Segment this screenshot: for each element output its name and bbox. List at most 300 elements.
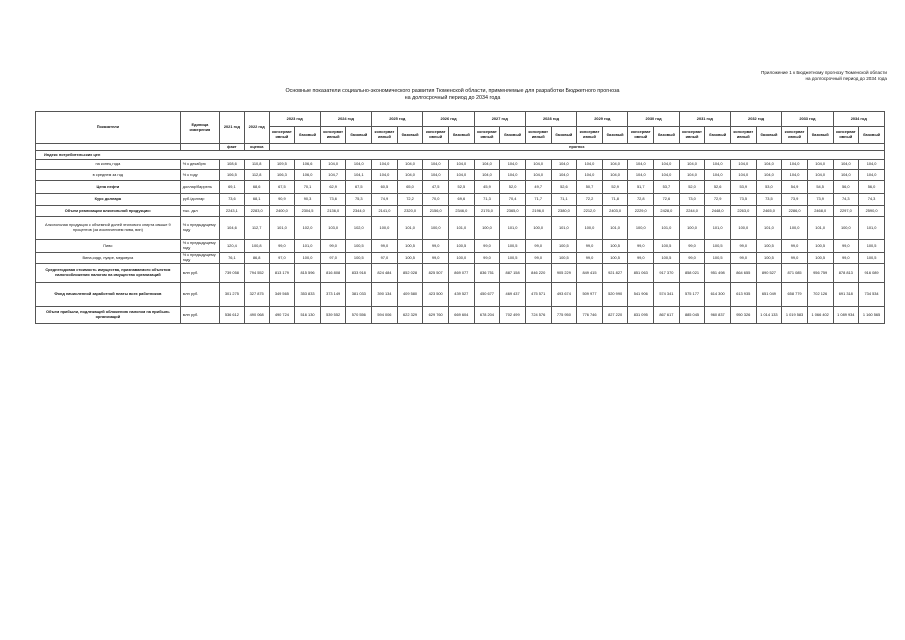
row-value: 327 875 [244,283,269,307]
header-fact: факт [219,144,244,151]
row-value: 75,3 [346,194,372,206]
row-value: 100,0 [679,217,705,240]
table-row [36,283,885,307]
row-value: 52,6 [705,181,731,194]
row-value: 100,0 [423,217,449,240]
row-value: 52,9 [602,181,628,194]
row-value: 69,6 [449,194,475,206]
row-value: 450 677 [474,283,500,307]
row-value: 100,5 [859,253,885,264]
row-value: 100,5 [807,253,833,264]
row-value: 104,0 [525,160,551,170]
row-value: 104,0 [628,160,654,170]
row-value: 99,0 [782,253,808,264]
row-unit: % к предыдущему году [180,217,219,240]
row-value: 2400,0 [269,206,295,217]
row-value: 101,0 [500,217,526,240]
row-value: 100,0 [782,217,808,240]
row-value: 100,0 [730,217,756,240]
row-value: 469 437 [500,283,526,307]
row-value: 739 058 [219,264,244,283]
appendix-note-line: Приложение 1 к Бюджетному прогнозу Тюменской области [761,70,887,75]
row-value: 100,5 [602,240,628,253]
row-value: 2229,0 [628,206,654,217]
row-label: Среднегодовая стоимость имущества, признаваемого объектом налогообложения налогом на имущество организаций [36,264,181,283]
row-label: Пиво [36,240,181,253]
row-value: 794 552 [244,264,269,283]
row-unit: % к предыдущему году [180,253,219,264]
header-variant-base: базовый [654,127,680,144]
table-row [36,307,885,324]
row-value: 101,0 [269,217,295,240]
section-row [36,151,885,160]
row-value: 104,0 [807,170,833,181]
header-variant-conservative: консерват ивный [372,127,398,144]
row-value: 658 779 [782,283,808,307]
header-variant-base: базовый [602,127,628,144]
table-row [36,217,885,240]
row-value: 439 527 [449,283,475,307]
row-value: 100,8 [244,240,269,253]
row-value: 858 021 [679,264,705,283]
row-value: 702 126 [807,283,833,307]
row-value: 99,0 [423,240,449,253]
row-value: 99,0 [372,240,398,253]
row-value: 831 095 [628,307,654,324]
row-value: 1 019 583 [782,307,808,324]
page-title [0,88,905,102]
table-row [36,253,885,264]
table-row [36,240,885,253]
row-value: 104,0 [372,160,398,170]
row-value: 97,0 [269,253,295,264]
header-indicator: Показатели [36,112,181,144]
page-title-line: Основные показатели социально-экономического развития Тюменской области, применяемые для разработки Бюджетного прогноза [285,88,620,94]
row-value: 73,0 [679,194,705,206]
row-value: 62,9 [320,181,346,194]
row-label: Цена нефти [36,181,181,194]
row-value: 104,0 [782,160,808,170]
row-value: 2346,0 [449,206,475,217]
row-value: 702 499 [500,307,526,324]
row-value: 99,0 [474,240,500,253]
row-value: 100,5 [397,253,423,264]
row-value: 575 177 [679,283,705,307]
row-value: 70,1 [295,181,321,194]
row-value: 102,0 [295,217,321,240]
row-value: 1 014 133 [756,307,782,324]
row-value: 99,0 [833,240,859,253]
row-value: 490 068 [244,307,269,324]
header-variant-base: базовый [859,127,885,144]
row-value: 104,0 [449,160,475,170]
header-variant-conservative: консерват ивный [730,127,756,144]
row-value: 2243,1 [219,206,244,217]
row-value: 381 033 [346,283,372,307]
row-value: 104,0 [449,170,475,181]
header-variant-conservative: консерват ивный [269,127,295,144]
row-value: 851 063 [628,264,654,283]
row-value: 49,7 [525,181,551,194]
row-unit: тыс. дкл [180,206,219,217]
row-value: 72,9 [705,194,731,206]
row-value: 101,0 [602,217,628,240]
row-unit: руб./доллар [180,194,219,206]
row-value: 100,5 [500,253,526,264]
table-row [36,181,885,194]
row-value: 54,9 [782,181,808,194]
row-label: Курс доллара [36,194,181,206]
row-value: 2428,0 [654,206,680,217]
row-value: 100,5 [705,240,731,253]
row-value: 73,5 [756,194,782,206]
row-value: 52,0 [500,181,526,194]
row-value: 104,6 [219,217,244,240]
row-value: 353 833 [295,283,321,307]
row-value: 101,0 [654,217,680,240]
row-value: 813 179 [269,264,295,283]
row-value: 104,0 [782,170,808,181]
row-value: 120,4 [219,240,244,253]
row-value: 846 220 [525,264,551,283]
row-value: 100,5 [346,253,372,264]
row-label: Алкогольная продукция с объемной долей этилового спирта свыше 9 процентов (за исключением пива, вин) [36,217,181,240]
row-value: 2136,0 [320,206,346,217]
row-value: 103,0 [320,217,346,240]
row-value: 833 918 [346,264,372,283]
row-value: 2365,0 [500,206,526,217]
row-value: 651 049 [756,283,782,307]
row-value: 90,3 [295,194,321,206]
row-value: 73,5 [730,194,756,206]
row-value: 100,0 [628,217,654,240]
row-value: 775 950 [551,307,577,324]
row-value: 106,3 [269,170,295,181]
row-value: 678 204 [474,307,500,324]
row-value: 104,0 [577,170,603,181]
row-value: 74,3 [859,194,885,206]
row-value: 815 596 [295,264,321,283]
header-variant-base: базовый [551,127,577,144]
row-value: 52,6 [551,181,577,194]
row-value: 52,0 [679,181,705,194]
indicators-table [35,111,885,324]
header-year: 2025 год [372,112,423,127]
row-value: 104,0 [474,160,500,170]
row-value: 53,0 [756,181,782,194]
row-value: 104,0 [654,170,680,181]
header-year: 2024 год [320,112,371,127]
row-value: 70,0 [423,194,449,206]
row-value: 90,9 [269,194,295,206]
row-value: 68,1 [244,194,269,206]
row-value: 52,5 [449,181,475,194]
row-value: 54,5 [807,181,833,194]
row-value: 99,0 [730,240,756,253]
row-value: 73,6 [320,194,346,206]
header-variant-conservative: консерват ивный [833,127,859,144]
row-value: 109,5 [269,160,295,170]
row-value: 104,0 [654,160,680,170]
row-value: 905 229 [551,264,577,283]
header-empty [180,144,219,151]
row-value: 724 576 [525,307,551,324]
row-value: 574 341 [654,283,680,307]
header-year: 2026 год [423,112,474,127]
row-value: 2465,0 [756,206,782,217]
row-value: 104,0 [551,160,577,170]
row-value: 104,0 [500,160,526,170]
header-year: 2030 год [628,112,679,127]
row-value: 104,0 [602,170,628,181]
row-value: 614 300 [705,283,731,307]
row-value: 570 556 [346,307,372,324]
header-variant-base: базовый [500,127,526,144]
row-value: 72,2 [397,194,423,206]
row-value: 2380,0 [551,206,577,217]
header-variant-base: базовый [295,127,321,144]
row-value: 99,0 [423,253,449,264]
row-value: 50,7 [577,181,603,194]
row-value: 100,5 [500,240,526,253]
row-value: 67,5 [346,181,372,194]
row-value: 2286,0 [782,206,808,217]
row-value: 885 045 [679,307,705,324]
row-value: 2590,0 [859,206,885,217]
header-variant-conservative: консерват ивный [320,127,346,144]
row-value: 104,0 [833,160,859,170]
row-value: 72,6 [654,194,680,206]
row-label: Объем прибыли, подлежащей обложению налогом на прибыль организаций [36,307,181,324]
row-value: 104,0 [705,160,731,170]
row-value: 100,5 [859,240,885,253]
header-variant-conservative: консерват ивный [525,127,551,144]
row-value: 69,1 [219,181,244,194]
row-unit: млн руб. [180,264,219,283]
row-value: 104,0 [500,170,526,181]
row-label: в среднем за год [36,170,181,181]
row-value: 51,7 [628,181,654,194]
row-value: 101,0 [295,240,321,253]
row-value: 99,0 [782,240,808,253]
row-value: 104,0 [423,170,449,181]
row-value: 65,0 [397,181,423,194]
row-value: 104,0 [679,160,705,170]
header-variant-base: базовый [807,127,833,144]
header-empty [36,144,181,151]
row-value: 74,9 [372,194,398,206]
header-year: 2031 год [679,112,730,127]
row-value: 104,7 [320,170,346,181]
row-value: 45,9 [474,181,500,194]
row-value: 47,5 [423,181,449,194]
table-row [36,194,885,206]
row-value: 71,1 [551,194,577,206]
row-value: 825 507 [423,264,449,283]
header-estimate: оценка [244,144,269,151]
row-value: 867 617 [654,307,680,324]
row-value: 101,0 [859,217,885,240]
row-value: 887 158 [500,264,526,283]
row-value: 101,0 [449,217,475,240]
row-value: 509 977 [577,283,603,307]
row-value: 104,0 [525,170,551,181]
row-value: 72,2 [577,194,603,206]
row-value: 67,5 [269,181,295,194]
header-year: 2023 год [269,112,320,127]
row-value: 490 724 [269,307,295,324]
row-value: 99,0 [628,240,654,253]
row-value: 960 837 [705,307,731,324]
row-value: 110,8 [244,160,269,170]
row-value: 99,0 [730,253,756,264]
row-value: 2283,0 [244,206,269,217]
row-value: 2403,0 [602,206,628,217]
row-value: 99,0 [577,240,603,253]
row-value: 349 565 [269,283,295,307]
row-value: 390 134 [372,283,398,307]
row-value: 916 089 [859,264,885,283]
header-unit: Единица измерения [180,112,219,144]
table-row [36,264,885,283]
row-value: 104,1 [346,170,372,181]
header-year: 2033 год [782,112,833,127]
row-value: 108,6 [219,160,244,170]
row-value: 70,4 [500,194,526,206]
row-value: 100,5 [756,253,782,264]
header-year-2022: 2022 год [244,112,269,144]
row-value: 71,7 [525,194,551,206]
row-value: 104,0 [397,170,423,181]
row-label: Вина,сидр, пуаре, медовуха [36,253,181,264]
row-value: 100,5 [654,240,680,253]
row-value: 76,1 [219,253,244,264]
row-value: 104,0 [551,170,577,181]
row-value: 106,0 [295,170,321,181]
row-value: 104,0 [705,170,731,181]
row-value: 869 077 [449,264,475,283]
page-title-line: на долгосрочный период до 2034 года [404,95,501,101]
row-value: 68,6 [244,181,269,194]
row-value: 536 612 [219,307,244,324]
row-value: 950 326 [730,307,756,324]
header-variant-conservative: консерват ивный [679,127,705,144]
row-value: 99,0 [679,240,705,253]
row-value: 100,0 [833,217,859,240]
row-value: 2212,0 [577,206,603,217]
row-value: 100,0 [525,217,551,240]
row-value: 100,5 [346,240,372,253]
header-variant-base: базовый [449,127,475,144]
row-value: 104,0 [320,160,346,170]
section-label: Индекс потребительских цен [36,151,885,160]
row-value: 104,0 [833,170,859,181]
row-value: 53,7 [654,181,680,194]
row-value: 734 534 [859,283,885,307]
row-value: 100,0 [295,253,321,264]
row-value: 2297,0 [833,206,859,217]
row-value: 104,0 [807,160,833,170]
row-value: 100,0 [474,217,500,240]
row-value: 539 552 [320,307,346,324]
row-value: 921 827 [602,264,628,283]
row-value: 99,0 [269,240,295,253]
row-value: 100,5 [551,240,577,253]
row-value: 101,0 [756,217,782,240]
table-row [36,160,885,170]
header-variant-base: базовый [705,127,731,144]
row-value: 613 935 [730,283,756,307]
row-value: 104,0 [730,170,756,181]
row-value: 73,9 [807,194,833,206]
row-value: 776 746 [577,307,603,324]
row-value: 86,8 [244,253,269,264]
row-value: 100,5 [807,240,833,253]
row-value: 1 066 402 [807,307,833,324]
row-value: 104,0 [346,160,372,170]
indicators-table-wrapper [35,111,885,324]
header-year: 2029 год [577,112,628,127]
appendix-note-line: на долгосрочный период до 2034 года [805,76,887,81]
row-value: 104,0 [423,160,449,170]
row-value: 104,0 [397,160,423,170]
row-value: 99,0 [577,253,603,264]
row-value: 101,0 [397,217,423,240]
header-period-row [36,144,885,151]
row-value: 878 813 [833,264,859,283]
row-value: 541 906 [628,283,654,307]
row-value: 100,5 [551,253,577,264]
header-year: 2032 год [730,112,781,127]
row-value: 99,0 [525,253,551,264]
row-unit: % к году [180,170,219,181]
row-value: 373 149 [320,283,346,307]
row-value: 101,0 [705,217,731,240]
row-value: 112,7 [244,217,269,240]
header-variant-conservative: консерват ивный [423,127,449,144]
row-unit: % к предыдущему году [180,240,219,253]
row-value: 71,3 [474,194,500,206]
row-value: 104,0 [859,160,885,170]
row-value: 864 655 [730,264,756,283]
row-value: 836 751 [474,264,500,283]
row-value: 100,0 [372,217,398,240]
row-value: 104,0 [577,160,603,170]
header-variant-conservative: консерват ивный [782,127,808,144]
row-value: 520 990 [602,283,628,307]
row-value: 100,5 [449,240,475,253]
table-row [36,206,885,217]
header-variant-base: базовый [756,127,782,144]
header-year: 2028 год [525,112,576,127]
row-value: 2263,0 [730,206,756,217]
row-value: 890 527 [756,264,782,283]
header-variant-conservative: консерват ивный [628,127,654,144]
row-value: 99,0 [679,253,705,264]
row-value: 104,0 [628,170,654,181]
row-value: 849 415 [577,264,603,283]
header-row [36,112,885,127]
row-value: 669 604 [449,307,475,324]
row-value: 100,5 [654,253,680,264]
row-unit: доллар/баррель [180,181,219,194]
row-value: 1 089 934 [833,307,859,324]
row-value: 691 318 [833,283,859,307]
appendix-note [687,70,887,82]
row-value: 60,5 [372,181,398,194]
row-value: 101,0 [551,217,577,240]
row-value: 101,0 [807,217,833,240]
